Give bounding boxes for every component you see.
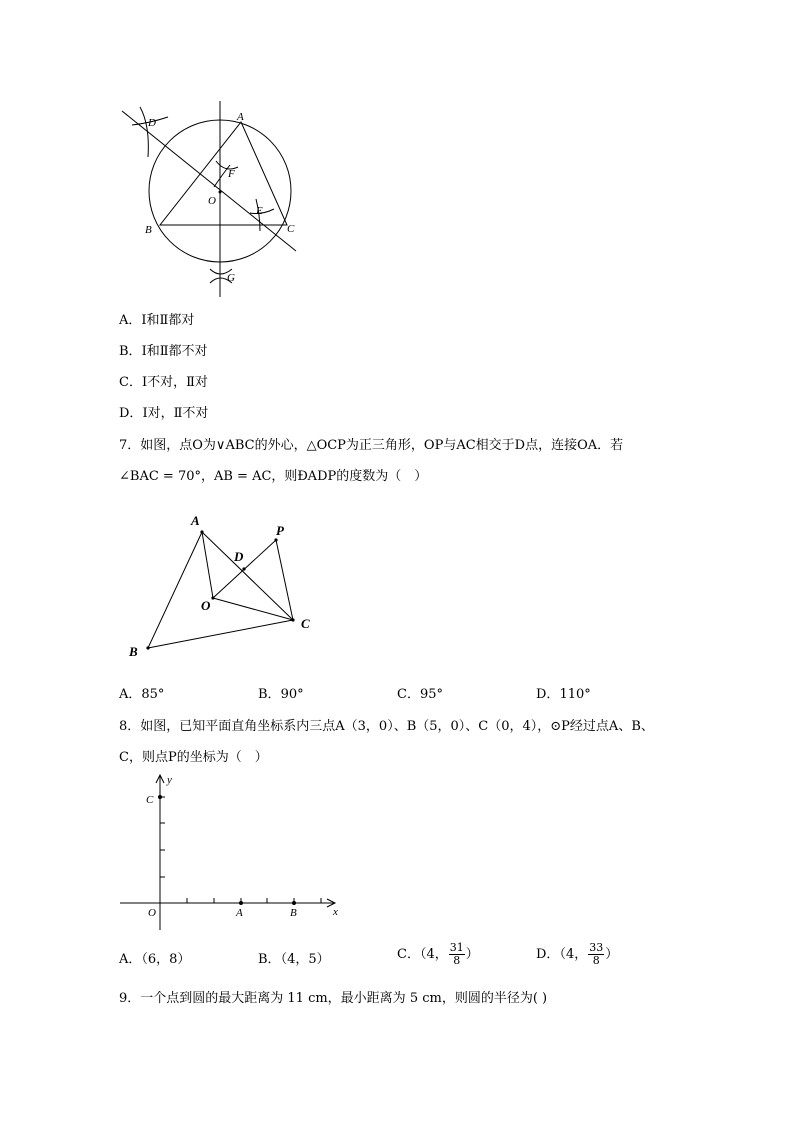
circumcircle-construction-figure bbox=[110, 95, 310, 305]
segment-pc bbox=[276, 540, 293, 620]
q8-option-a: A．（6，8） bbox=[119, 952, 191, 967]
segment-ac bbox=[202, 532, 293, 620]
q6-option-b: B．Ⅰ和Ⅱ都不对 bbox=[119, 344, 208, 359]
label-b: B bbox=[290, 907, 297, 919]
q6-option-a: A．Ⅰ和Ⅱ都对 bbox=[119, 313, 195, 328]
segment-ab bbox=[148, 532, 202, 648]
q7-option-c: C．95° bbox=[397, 687, 443, 702]
q7-option-b: B．90° bbox=[258, 687, 304, 702]
fraction: $\frac{31}{8}$ bbox=[449, 941, 464, 967]
q9-stem-line1: 9．一个点到圆的最大距离为 11 cm，最小距离为 5 cm，则圆的半径为( ) bbox=[119, 991, 548, 1006]
label-o: O bbox=[208, 195, 216, 207]
label-a: A bbox=[237, 111, 244, 123]
label-c: C bbox=[287, 223, 295, 235]
point-b bbox=[146, 646, 149, 649]
point-o bbox=[211, 596, 214, 599]
point-a bbox=[200, 530, 203, 533]
label-x: x bbox=[333, 906, 338, 918]
q8-coordinate-figure bbox=[115, 770, 345, 935]
fraction: $\frac{33}{8}$ bbox=[589, 941, 604, 967]
label-g: G bbox=[227, 272, 235, 284]
point-c bbox=[291, 618, 294, 621]
arc-d-1 bbox=[140, 107, 148, 157]
q6-option-c: C．Ⅰ不对，Ⅱ对 bbox=[119, 375, 208, 390]
q7-triangle-figure bbox=[125, 508, 325, 663]
label-y: y bbox=[167, 774, 172, 786]
q8-option-d: D．（4， $\frac{33}{8}$ ） bbox=[536, 941, 619, 967]
segment-ao bbox=[202, 532, 213, 598]
q7-stem-line1: 7．如图，点O为∨ABC的外心，△OCP为正三角形，OP与AC相交于D点，连接OA．若 bbox=[119, 438, 624, 453]
segment-bc bbox=[148, 620, 293, 648]
point-b bbox=[292, 901, 296, 905]
point-d bbox=[242, 567, 245, 570]
q6-option-d: D．Ⅰ对，Ⅱ不对 bbox=[119, 406, 209, 421]
label-b: B bbox=[145, 224, 152, 236]
q8-stem-line1: 8．如图，已知平面直角坐标系内三点A（3，0）、B（5，0）、C（0，4），⊙P经过点A、B、 bbox=[119, 719, 654, 734]
point-c bbox=[158, 795, 162, 799]
q8-stem-line2: C，则点P的坐标为（ ） bbox=[119, 750, 268, 765]
label-c: C bbox=[301, 616, 310, 631]
label-e: E bbox=[256, 205, 263, 217]
label-b: B bbox=[129, 644, 138, 659]
label-p: P bbox=[276, 523, 284, 538]
label-f: F bbox=[228, 168, 235, 180]
label-d: D bbox=[234, 549, 244, 564]
label-c: C bbox=[146, 794, 154, 806]
q7-stem-line2: ∠BAC = 70°，AB = AC，则ÐADP的度数为（ ） bbox=[119, 469, 428, 484]
q7-option-d: D．110° bbox=[536, 687, 591, 702]
label-o: O bbox=[201, 598, 211, 613]
point-a bbox=[239, 901, 243, 905]
point-o bbox=[219, 191, 222, 194]
q7-option-a: A．85° bbox=[119, 687, 165, 702]
q8-option-c: C．（4， $\frac{31}{8}$ ） bbox=[397, 941, 479, 967]
q8-option-b: B．（4，5） bbox=[258, 952, 330, 967]
label-d: D bbox=[148, 117, 156, 129]
label-a: A bbox=[236, 907, 243, 919]
label-a: A bbox=[191, 513, 200, 528]
point-p bbox=[274, 538, 277, 541]
label-o: O bbox=[148, 907, 156, 919]
